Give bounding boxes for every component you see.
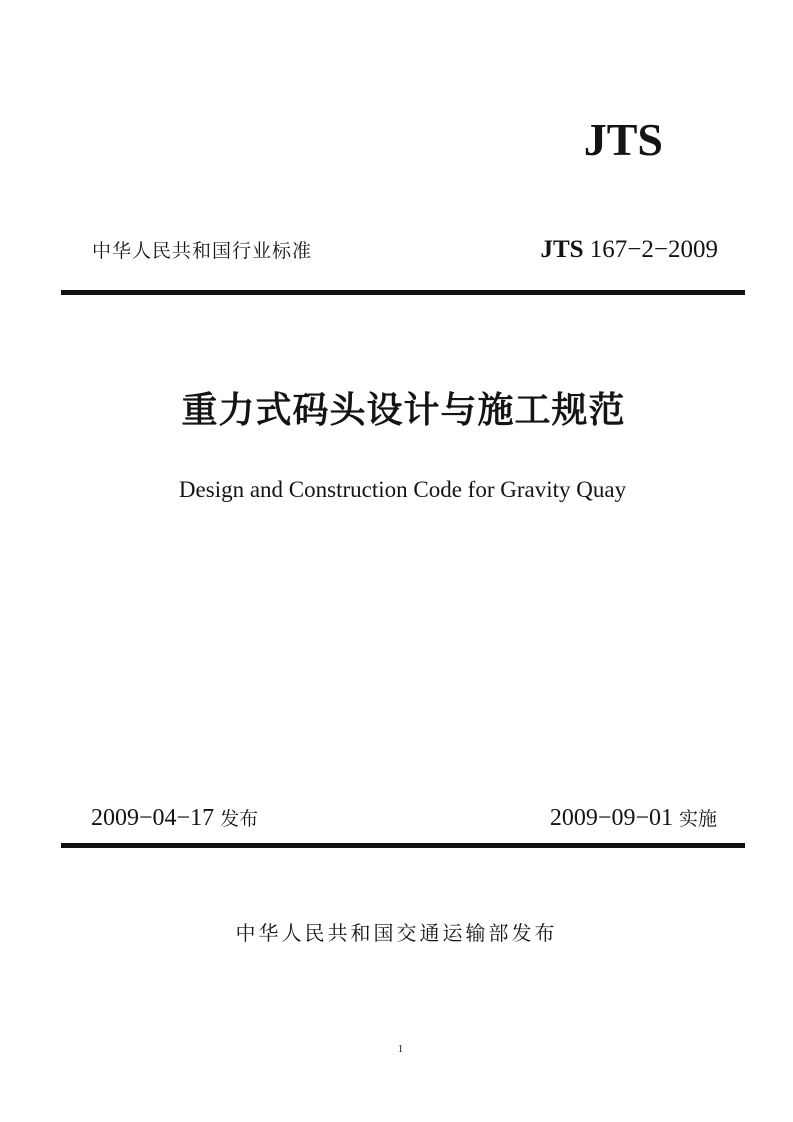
effective-label: 实施 (678, 808, 717, 830)
effective-date-block (550, 802, 717, 835)
standard-category: 中华人民共和国行业标准 (92, 240, 313, 262)
publisher: 中华人民共和国交通运输部发布 (235, 921, 558, 945)
page-number: 1 (397, 1043, 404, 1055)
standard-number (540, 232, 718, 268)
standard-number-code: 167−2−2009 (589, 236, 718, 263)
series-logo: JTS (583, 114, 663, 165)
document-title-chinese: 重力式码头设计与施工规范 (181, 390, 626, 431)
effective-date: 2009−09−01 (549, 805, 673, 831)
document-title-english: Design and Construction Code for Gravity Quay (178, 477, 627, 502)
issued-label: 发布 (220, 808, 259, 830)
top-divider (61, 290, 745, 295)
issued-date: 2009−04−17 (91, 805, 215, 831)
bottom-divider (61, 843, 745, 848)
issued-date-block (91, 802, 258, 835)
standard-number-prefix: JTS (540, 236, 584, 263)
